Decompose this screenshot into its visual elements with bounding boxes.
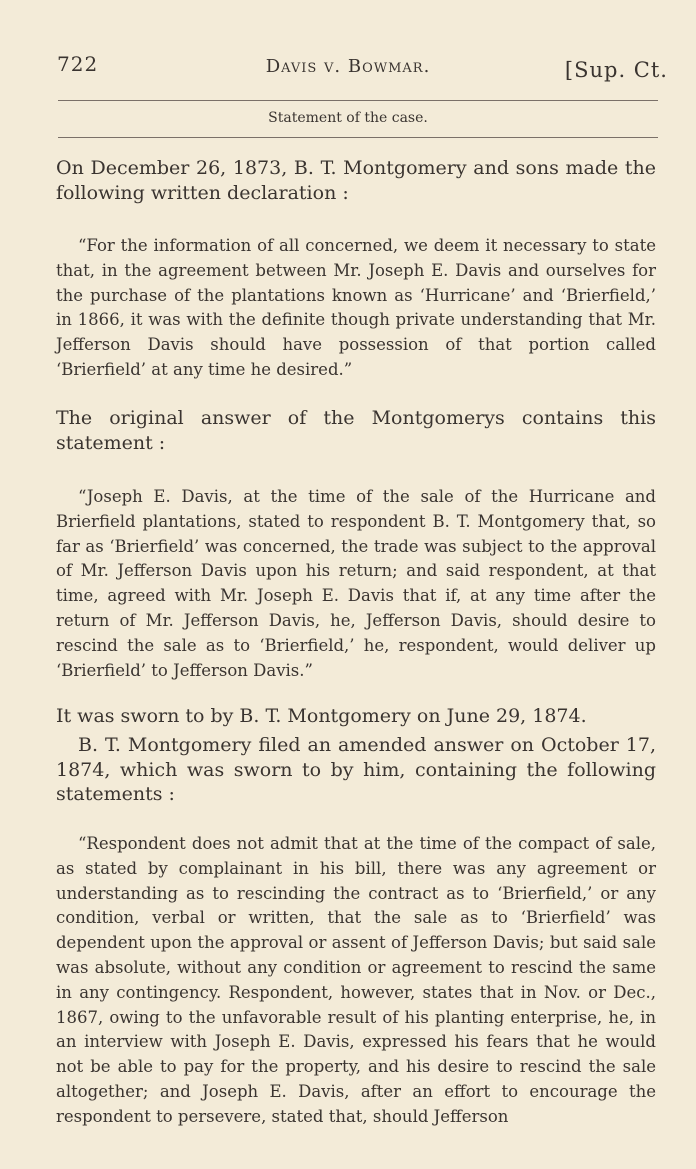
paragraph-original-answer-intro: The original answer of the Montgomerys contains this statement :	[56, 407, 656, 454]
paragraph-amended-answer-intro: B. T. Montgomery filed an amended answer on October 17, 1874, which was sworn to by him, containing the following statements :	[56, 734, 656, 805]
quote-amended-answer: “Respondent does not admit that at the time of the compact of sale, as stated by complainant in his bill, there was any agreement or understanding as to rescinding the contract as to ‘Brierfield,’ or any condition, verbal or written, that the sale as to ‘Brierfield’ was dependent upon the approval or assent of Jefferson Davis; but said sale was absolute, without any condition or agreement to rescind the same in any contingency. Respondent, however, states that in Nov. or Dec., 1867, owing to the unfavorable result of his planting enterprise, he, in an interview with Joseph E. Davis, expressed his fears that he would not be able to pay for the property, and his desire to rescind the sale altogether; and Joseph E. Davis, after an effort to encourage the respondent to persevere, stated that, should Jefferson	[56, 834, 656, 1126]
paragraph-declaration-intro: On December 26, 1873, B. T. Montgomery and sons made the following written declaration :	[56, 157, 656, 204]
section-subheading: Statement of the case.	[268, 110, 428, 126]
header-rule	[58, 100, 658, 101]
running-title: Davis v. Bowmar.	[265, 56, 431, 77]
quote-original-answer: “Joseph E. Davis, at the time of the sale of the Hurricane and Brierfield plantations, stated to respondent B. T. Montgomery that, so far as ‘Brierfield’ was concerned, the trade was subject to the approval of Mr. Jefferson Davis upon his return; and said respondent, at that time, agreed with Mr. Joseph E. Davis that if, at any time after the return of Mr. Jefferson Davis, he, Jefferson Davis, should desire to rescind the sale as to ‘Brierfield,’ he, respondent, would deliver up ‘Brierfield’ to Jefferson Davis.”	[56, 487, 656, 680]
court-label: [Sup. Ct.	[564, 58, 668, 82]
page-number: 722	[57, 52, 99, 76]
subheading-rule	[58, 137, 658, 138]
quote-declaration: “For the information of all concerned, we deem it necessary to state that, in the agreement between Mr. Joseph E. Davis and ourselves for the purchase of the plantations known as ‘Hurricane’ and ‘Brierfield,’ in 1866, it was with the definite though private understanding that Mr. Jefferson Davis should have possession of that portion called ‘Brierfield’ at any time he desired.”	[56, 236, 656, 379]
paragraph-sworn: It was sworn to by B. T. Montgomery on June 29, 1874.	[56, 705, 587, 727]
page-header	[0, 52, 696, 88]
